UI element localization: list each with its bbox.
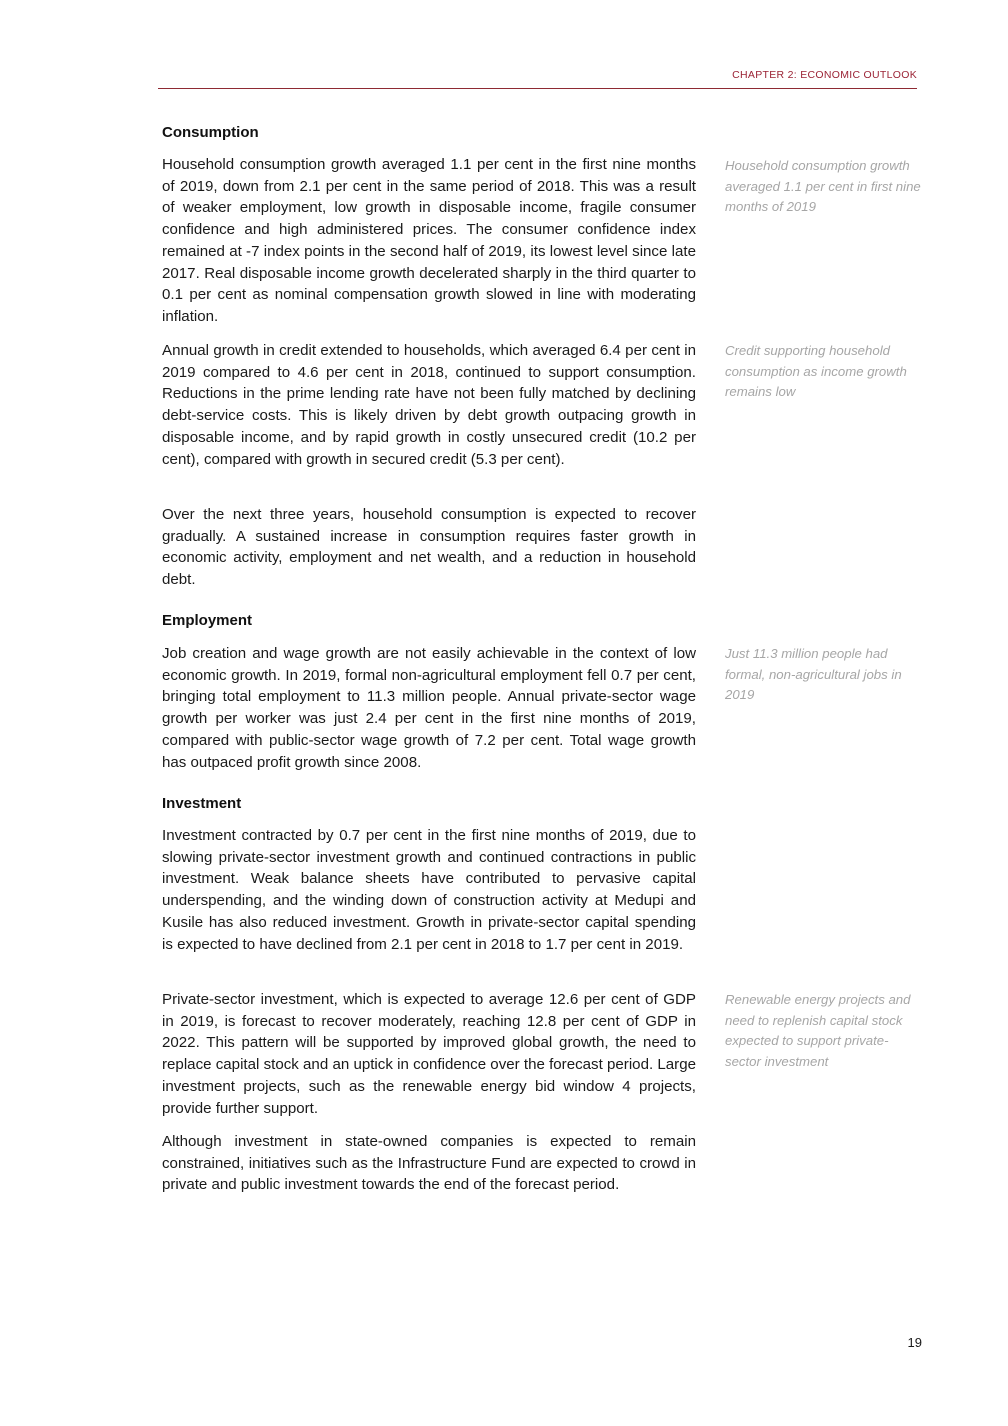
page-number: 19 [907,1335,922,1350]
section-heading-investment: Investment [162,795,242,812]
paragraph-investment-2: Private-sector investment, which is expected to average 12.6 per cent of GDP in 2019, is forecast to recover moderately, reaching 12.8 per cent of GDP in 2022. This pattern will be supported by improved global growth, the need to replace capital stock and an uptick in confidence over the forecast period. Large investment projects, such as the renewable energy bid window 4 projects, provide further support. [162,991,696,1117]
chapter-header [158,68,917,89]
section-heading-employment: Employment [162,612,253,629]
paragraph-investment-3: Although investment in state-owned companies is expected to remain constrained, initiatives such as the Infrastructure Fund are expected to crowd in private and public investment towards the end of the forecast period. [162,1133,696,1194]
paragraph-investment-1: Investment contracted by 0.7 per cent in the first nine months of 2019, due to slowing private-sector investment growth and continued contractions in public investment. Weak balance sheets have contributed to pervasive capital underspending, and the winding down of construction activity at Medupi and Kusile has also reduced investment. Growth in private-sector capital spending is expected to have declined from 2.1 per cent in 2018 to 1.7 per cent in 2019. [162,827,696,953]
sidenote-investment: Renewable energy projects and need to replenish capital stock expected to support private-sector investment [725,992,911,1069]
chapter-title: CHAPTER 2: ECONOMIC OUTLOOK [732,69,917,81]
paragraph-consumption-2: Annual growth in credit extended to households, which averaged 6.4 per cent in 2019 compared to 4.6 per cent in 2018, continued to support consumption. Reductions in the prime lending rate have not been fully matched by declining debt-service costs. This is likely driven by debt growth outpacing growth in disposable income, and by rapid growth in costly unsecured credit (10.2 per cent), compared with growth in secured credit (5.3 per cent). [162,342,696,468]
paragraph-consumption-3: Over the next three years, household consumption is expected to recover gradually. A sustained increase in consumption requires faster growth in economic activity, employment and net wealth, and a reduction in household debt. [162,506,696,589]
section-heading-consumption: Consumption [162,124,259,141]
sidenote-employment: Just 11.3 million people had formal, non-agricultural jobs in 2019 [725,646,902,703]
sidenote-credit: Credit supporting household consumption as income growth remains low [725,343,907,400]
paragraph-employment-1: Job creation and wage growth are not easily achievable in the context of low economic growth. In 2019, formal non-agricultural employment fell 0.7 per cent, bringing total employment to 11.3 million people. Annual private-sector wage growth per worker was just 2.4 per cent in the first nine months of 2019, compared with public-sector wage growth of 7.2 per cent. Total wage growth has outpaced profit growth since 2008. [162,645,696,771]
sidenote-household-consumption: Household consumption growth averaged 1.1 per cent in first nine months of 2019 [725,158,921,215]
paragraph-consumption-1: Household consumption growth averaged 1.1 per cent in the first nine months of 2019, down from 2.1 per cent in the same period of 2018. This was a result of weaker employment, low growth in disposable income, fragile consumer confidence and high administered prices. The consumer confidence index remained at -7 index points in the second half of 2019, its lowest level since late 2017. Real disposable income growth decelerated sharply in the third quarter to 0.1 per cent as nominal compensation growth slowed in line with moderating inflation. [162,156,696,325]
